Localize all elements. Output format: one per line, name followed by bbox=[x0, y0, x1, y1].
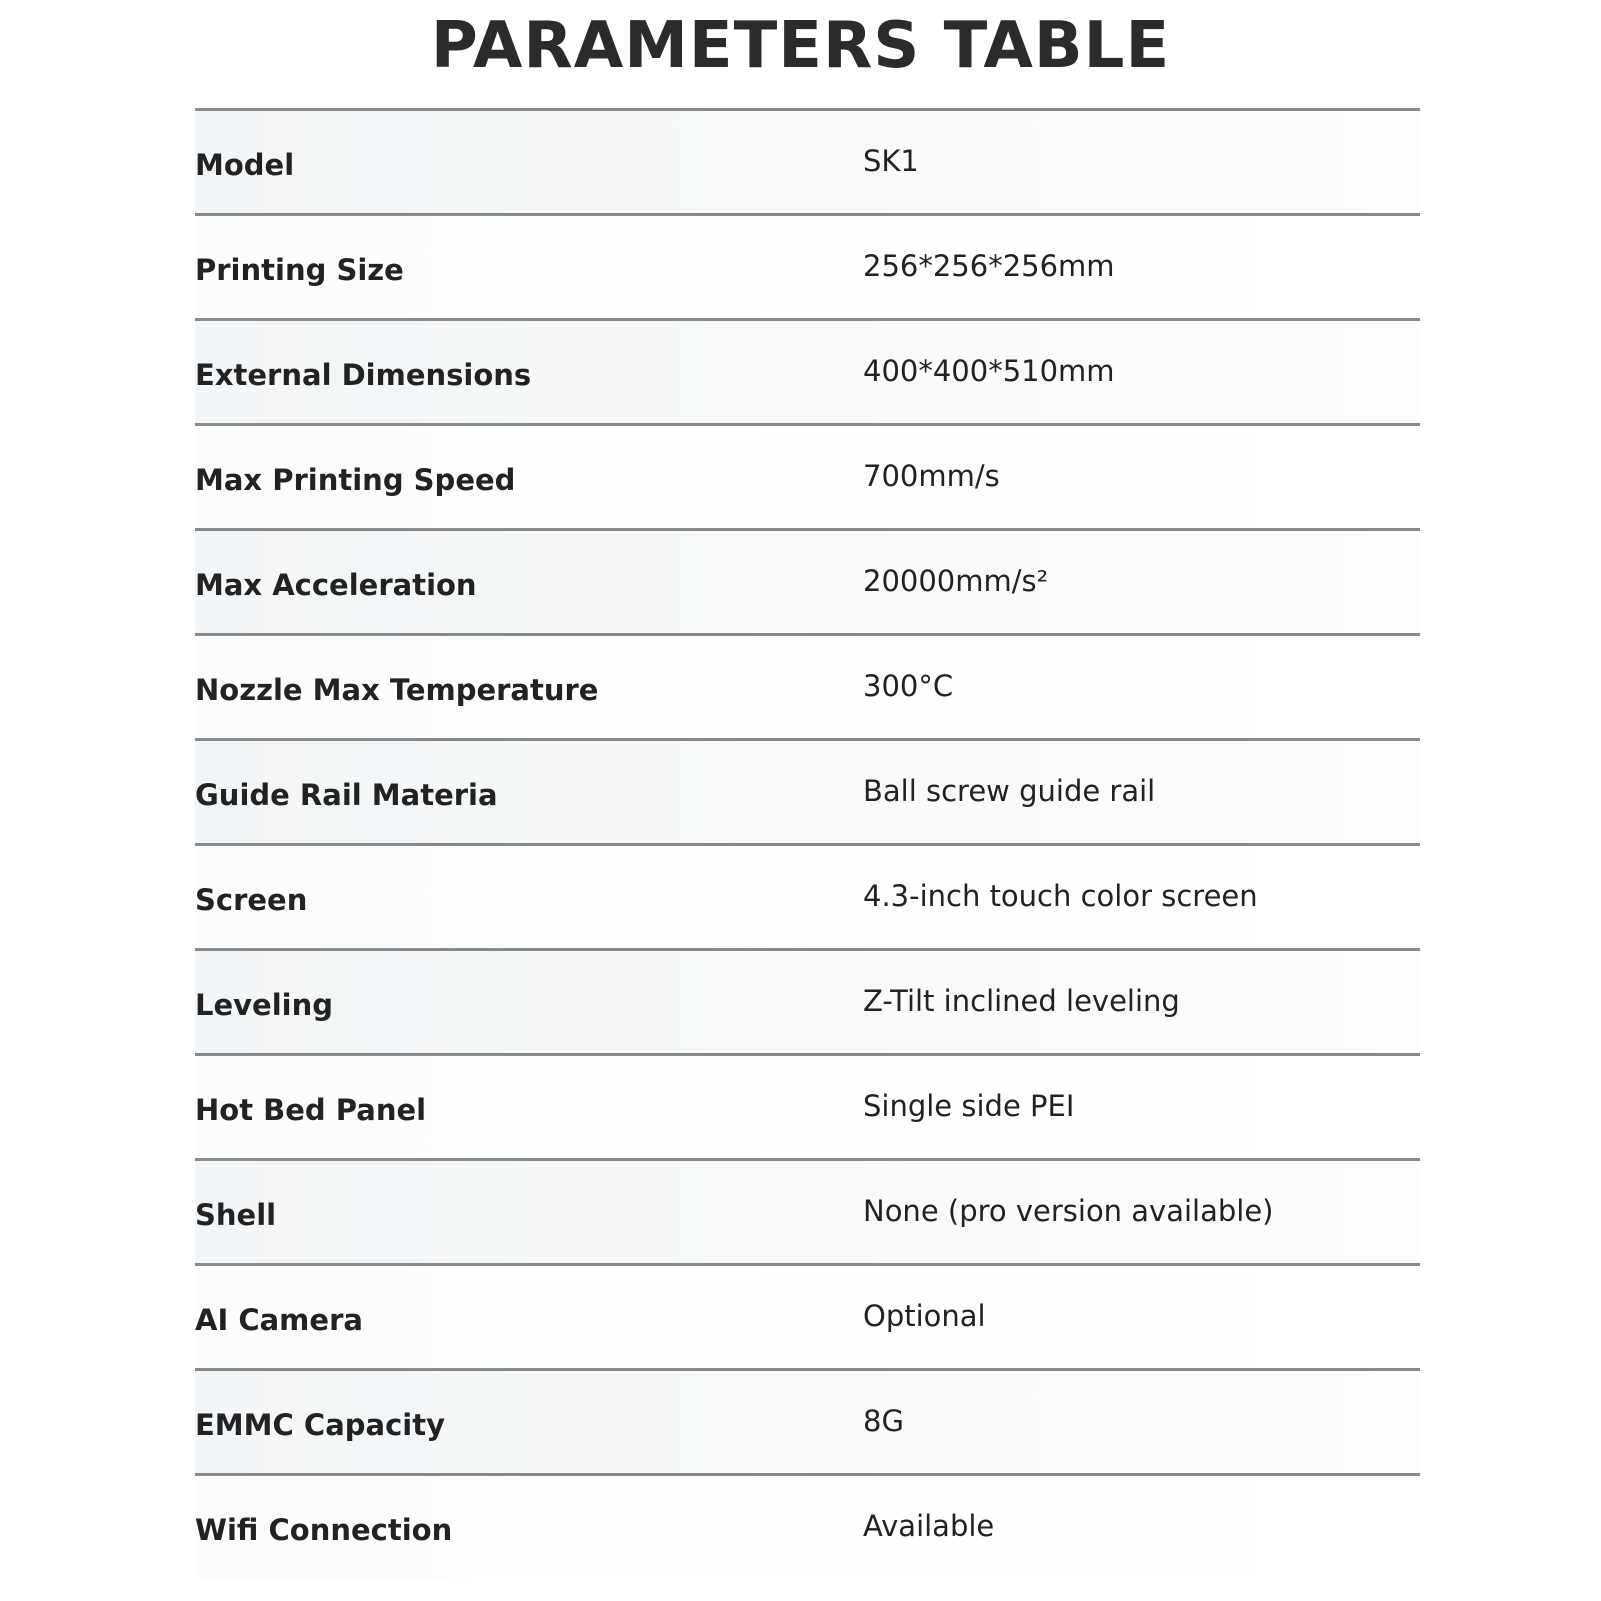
table-row bbox=[195, 1473, 1420, 1578]
row-label-emmc-capacity: EMMC Capacity bbox=[195, 1408, 445, 1442]
row-label-model: Model bbox=[195, 148, 295, 182]
table-row bbox=[195, 318, 1420, 423]
row-value-hot-bed-panel: Single side PEI bbox=[863, 1089, 1075, 1123]
table-row bbox=[195, 1263, 1420, 1368]
row-label-ai-camera: AI Camera bbox=[195, 1303, 363, 1337]
row-value-guide-rail-materia: Ball screw guide rail bbox=[863, 774, 1156, 808]
row-value-shell: None (pro version available) bbox=[863, 1194, 1274, 1228]
row-value-nozzle-max-temperature: 300°C bbox=[863, 669, 954, 703]
parameters-table bbox=[195, 108, 1420, 1578]
table-row bbox=[195, 108, 1420, 213]
row-value-printing-size: 256*256*256mm bbox=[863, 249, 1115, 283]
row-label-printing-size: Printing Size bbox=[195, 253, 404, 287]
row-label-max-acceleration: Max Acceleration bbox=[195, 568, 477, 602]
row-label-external-dimensions: External Dimensions bbox=[195, 358, 532, 392]
table-row bbox=[195, 528, 1420, 633]
row-value-ai-camera: Optional bbox=[863, 1299, 986, 1333]
table-row bbox=[195, 843, 1420, 948]
row-value-wifi-connection: Available bbox=[863, 1509, 995, 1543]
table-row bbox=[195, 1368, 1420, 1473]
table-row bbox=[195, 1053, 1420, 1158]
row-value-max-printing-speed: 700mm/s bbox=[863, 459, 1000, 493]
row-value-max-acceleration: 20000mm/s² bbox=[863, 564, 1049, 598]
page-title: PARAMETERS TABLE bbox=[430, 9, 1171, 83]
row-label-shell: Shell bbox=[195, 1198, 277, 1232]
table-row bbox=[195, 213, 1420, 318]
row-value-model: SK1 bbox=[863, 144, 919, 178]
table-row bbox=[195, 1158, 1420, 1263]
row-label-leveling: Leveling bbox=[195, 988, 334, 1022]
row-label-guide-rail-materia: Guide Rail Materia bbox=[195, 778, 498, 812]
table-row bbox=[195, 423, 1420, 528]
row-value-leveling: Z-Tilt inclined leveling bbox=[863, 984, 1180, 1018]
table-row bbox=[195, 738, 1420, 843]
row-label-nozzle-max-temperature: Nozzle Max Temperature bbox=[195, 673, 599, 707]
table-row bbox=[195, 633, 1420, 738]
table-row bbox=[195, 948, 1420, 1053]
row-label-screen: Screen bbox=[195, 883, 308, 917]
row-label-wifi-connection: Wifi Connection bbox=[195, 1513, 453, 1547]
row-label-hot-bed-panel: Hot Bed Panel bbox=[195, 1093, 427, 1127]
row-label-max-printing-speed: Max Printing Speed bbox=[195, 463, 516, 497]
row-value-screen: 4.3-inch touch color screen bbox=[863, 879, 1258, 913]
row-value-emmc-capacity: 8G bbox=[863, 1404, 904, 1438]
row-value-external-dimensions: 400*400*510mm bbox=[863, 354, 1115, 388]
